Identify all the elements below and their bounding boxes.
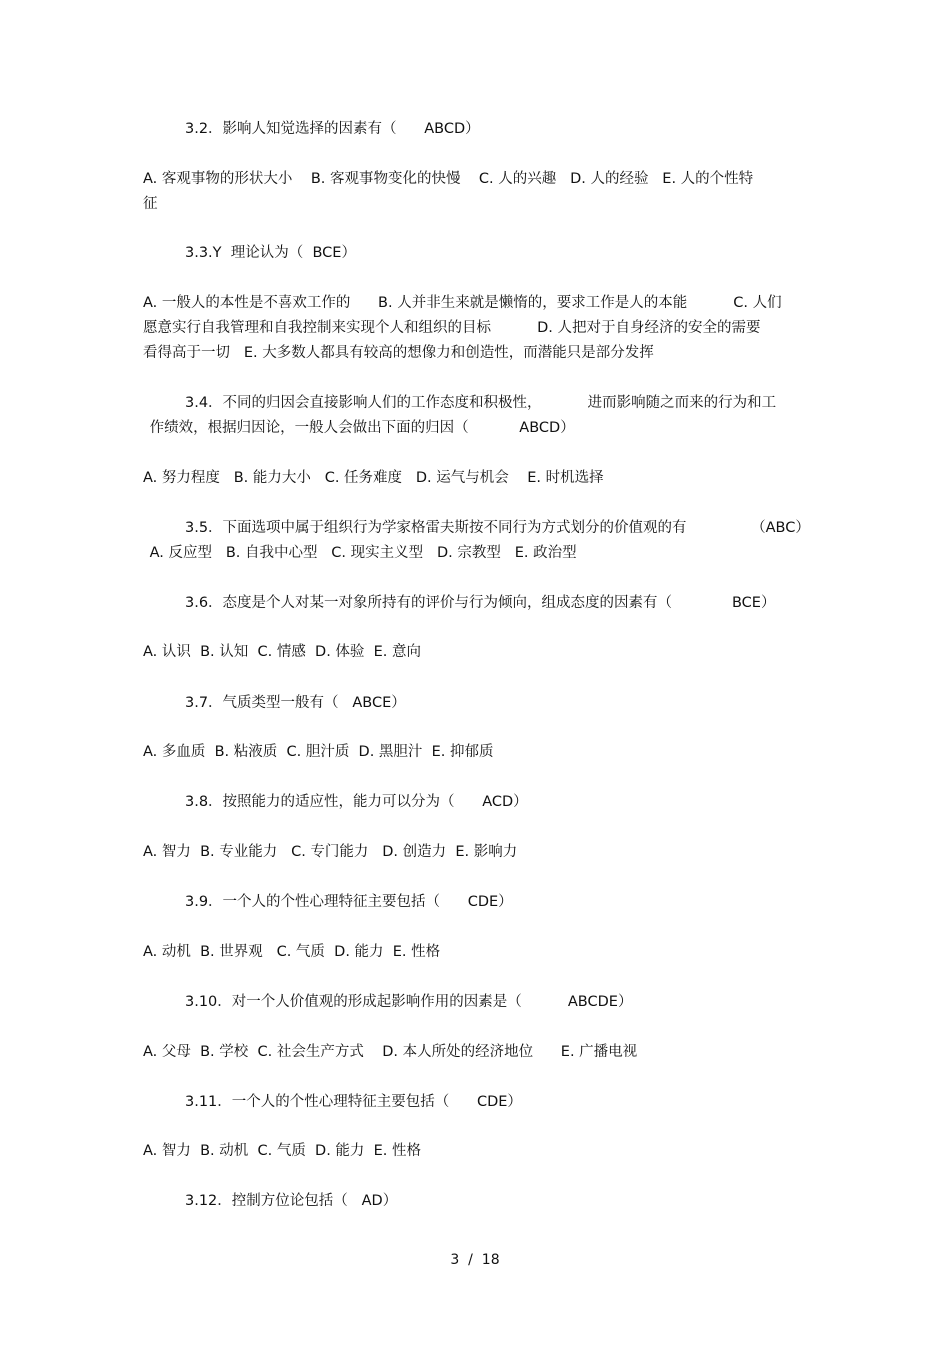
question-3-11: 3.11．一个人的个性心理特征主要包括（ CDE）	[185, 1094, 522, 1110]
options-3-7: A. 多血质 B. 粘液质 C. 胆汁质 D. 黑胆汁 E. 抑郁质	[143, 744, 494, 760]
question-3-7: 3.7．气质类型一般有（ ABCE）	[185, 695, 406, 711]
question-3-3: 3.3.Y 理论认为（ BCE）	[185, 245, 356, 261]
question-3-5-line-1: 3.5．下面选项中属于组织行为学家格雷夫斯按不同行为方式划分的价值观的有 （ABC）	[185, 520, 810, 536]
page-number: 3 / 18	[450, 1252, 500, 1268]
options-3-3-line-2: 愿意实行自我管理和自我控制来实现个人和组织的目标 D. 人把对于自身经济的安全的需要	[143, 320, 761, 336]
question-3-5-line-2: A. 反应型 B. 自我中心型 C. 现实主义型 D. 宗教型 E. 政治型	[145, 545, 577, 561]
question-3-10: 3.10．对一个人价值观的形成起影响作用的因素是（ ABCDE）	[185, 994, 633, 1010]
options-3-2-line-2: 征	[143, 196, 158, 212]
question-3-4-line-2: 作绩效，根据归因论，一般人会做出下面的归因（ ABCD）	[145, 420, 575, 436]
options-3-11: A. 智力 B. 动机 C. 气质 D. 能力 E. 性格	[143, 1143, 422, 1159]
options-3-4: A. 努力程度 B. 能力大小 C. 任务难度 D. 运气与机会 E. 时机选择	[143, 470, 604, 486]
question-3-9: 3.9．一个人的个性心理特征主要包括（ CDE）	[185, 894, 513, 910]
options-3-3-line-3: 看得高于一切 E. 大多数人都具有较高的想像力和创造性，而潜能只是部分发挥	[143, 345, 654, 361]
options-3-2-line-1: A. 客观事物的形状大小 B. 客观事物变化的快慢 C. 人的兴趣 D. 人的经验 E. 人的个性特	[143, 171, 754, 187]
question-3-4-line-1: 3.4．不同的归因会直接影响人们的工作态度和积极性， 进而影响随之而来的行为和工	[185, 395, 777, 411]
options-3-10: A. 父母 B. 学校 C. 社会生产方式 D. 本人所处的经济地位 E. 广播电视	[143, 1044, 638, 1060]
question-3-8: 3.8．按照能力的适应性，能力可以分为（ ACD）	[185, 794, 528, 810]
options-3-6: A. 认识 B. 认知 C. 情感 D. 体验 E. 意向	[143, 644, 422, 660]
options-3-3-line-1: A. 一般人的本性是不喜欢工作的 B. 人并非生来就是懒惰的，要求工作是人的本能 C. 人们	[143, 295, 782, 311]
question-3-6: 3.6．态度是个人对某一对象所持有的评价与行为倾向，组成态度的因素有（ BCE）	[185, 595, 776, 611]
question-3-12: 3.12．控制方位论包括（ AD）	[185, 1193, 398, 1209]
options-3-9: A. 动机 B. 世界观 C. 气质 D. 能力 E. 性格	[143, 944, 441, 960]
options-3-8: A. 智力 B. 专业能力 C. 专门能力 D. 创造力 E. 影响力	[143, 844, 518, 860]
question-3-2: 3.2．影响人知觉选择的因素有（ ABCD）	[185, 121, 480, 137]
